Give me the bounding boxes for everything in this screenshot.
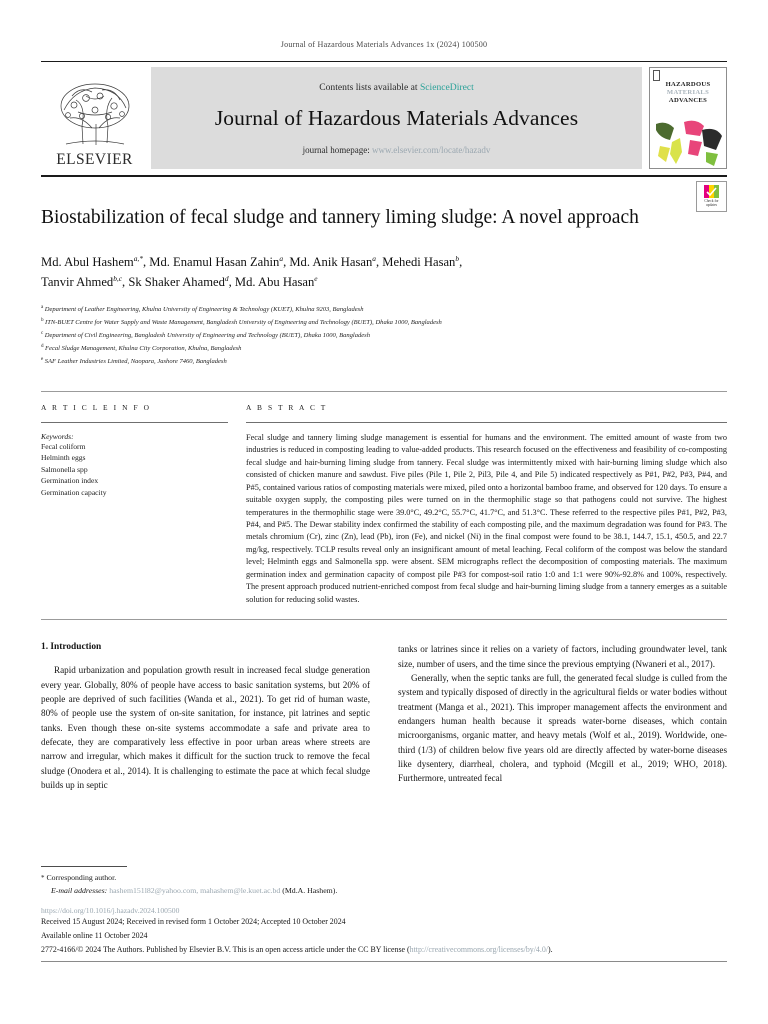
masthead-center	[151, 67, 642, 169]
homepage-label: journal homepage:	[302, 144, 373, 155]
homepage-url-link[interactable]: www.elsevier.com/locate/hazadv	[372, 144, 491, 155]
journal-title: Journal of Hazardous Materials Advances	[214, 105, 579, 130]
affiliation-text: ITN-BUET Centre for Water Supply and Waste Management, Bangladesh University of Engineering and Technology (BUET), Dhaka 1000, Bangladesh	[45, 319, 442, 327]
corresponding-author-note	[41, 872, 727, 885]
masthead-top-rule	[41, 61, 727, 62]
cover-line-1: HAZARDOUS	[665, 81, 711, 88]
affiliation-marker: d	[41, 342, 44, 349]
affiliation-list	[41, 303, 727, 368]
abstract-text: Fecal sludge and tannery liming sludge management is essential for humans and the environment. The emitted amount of waste from two industries is reduced in composting leading to value-added products. This research focused on the effectiveness and feasibility of co-composting fecal sludge and hair-burning liming sludge from tannery. Fecal sludge was intermittently mixed with hair-burning liming sludge which also consisted of chicken manure and sawdust. Five piles (Pile 1, Pile 2, Pil3, Pile 4, and Pile 5) indicated respectively as P#1, P#2, P#3, P#4, and P#5, contained various ratios of composting materials were mixed, piled onto a horizontal bamboo frame, and observed for 120 days. To ensure a suitable oxygen supply, the composting piles were turned on in the thermophilic stage so that pathogens could not survive. The highest temperatures in the thermophilic stage were 39.0°C, 49.2°C, 55.7°C, 41.7°C, and 51.3°C. These referred to the respective piles P#1, P#2, P#3, P#4, and P#5. The Dewar stability index confirmed the stability of each composting pile, and the maximum degradation was found for P#3. The metals chromium (Cr), zinc (Zn), lead (Pb), iron (Fe), and nickel (Ni) in the final compost were found to be 38.1, 144.7, 15.1, 450.5, and 22.7 mg/kg, respectively. TCLP results reveal only an insignificant amount of metal leaching. Fecal coliform of the compost was below the standard level; Helminth eggs and Salmonella spp. were absent. SEM micrographs reflect the decomposition of composting materials. The maximum germination index and germination capacity of compost pile P#3 for compost-soil ratio 1:0 and 1:1 were 90%-92.8% and 100%, respectively. The present approach produced nutrient-enriched compost from fecal sludge and hair-burning liming sludge from a tannery emerges as a suitable solution for reducing solid wastes.	[246, 432, 727, 604]
affiliation-marker: a	[41, 304, 44, 311]
affiliation-item	[41, 303, 727, 316]
keyword-item: Salmonella spp	[41, 464, 88, 474]
body-column-right	[398, 642, 727, 792]
email-owner: (Md.A. Hashem).	[282, 885, 338, 895]
author-name: Md. Abu Hasan	[234, 275, 315, 290]
available-online: Available online 11 October 2024	[41, 931, 148, 941]
abstract-column	[246, 403, 727, 607]
contents-prefix: Contents lists available at	[319, 81, 420, 93]
keyword-item: Helminth eggs	[41, 453, 86, 463]
author-affiliation-marker: a,*	[133, 253, 143, 263]
body-columns	[41, 642, 727, 792]
received-history: Received 15 August 2024; Received in revised form 1 October 2024; Accepted 10 October 2024	[41, 917, 346, 927]
world-map-graphic	[650, 116, 727, 168]
masthead-bottom-rule	[41, 175, 727, 177]
author-affiliation-marker: e	[314, 274, 318, 283]
keyword-item: Germination index	[41, 476, 99, 486]
corresponding-author-label: Corresponding author.	[46, 873, 117, 883]
crossmark-badge[interactable]	[696, 181, 727, 212]
affiliation-marker: e	[41, 355, 44, 362]
license-link[interactable]: http://creativecommons.org/licenses/by/4.0/	[409, 945, 548, 955]
sciencedirect-link[interactable]: ScienceDirect	[419, 81, 474, 93]
journal-masthead	[41, 67, 727, 169]
article-info-column	[41, 403, 246, 607]
copyright-suffix: ).	[547, 945, 553, 955]
keywords-label: Keywords:	[41, 431, 74, 441]
doi-link[interactable]: https://doi.org/10.1016/j.hazadv.2024.100500	[41, 906, 180, 916]
crossmark-label-line2: updates	[706, 203, 717, 208]
elsevier-logo	[41, 67, 148, 169]
elsevier-wordmark: ELSEVIER	[56, 150, 133, 168]
cover-corner-mark	[653, 70, 660, 81]
crossmark-icon	[704, 185, 719, 198]
footer-bottom-rule	[41, 961, 727, 962]
paragraph: tanks or latrines since it relies on a variety of factors, including groundwater level, tank size, number of users, and the time since the previous emptying (Nwaneri et al., 2017).	[398, 644, 727, 669]
author-affiliation-marker: b,c	[113, 274, 123, 283]
affiliation-item	[41, 355, 727, 368]
author-list: Md. Abul Hashem$^{a,*}$, Md. Enamul Hasan Zahin$^a$, Md. Anik Hasan$^a$, Mehedi Hasan$^b$, Tanvir Ahmed$^{b,c}$, Sk Shaker Ahamed$^d$, Md. Abu Hasan$^e$	[41, 253, 463, 290]
author-entry[interactable]	[149, 255, 283, 269]
affiliation-marker: b	[41, 316, 44, 323]
article-info-heading: A R T I C L E I N F O	[41, 402, 152, 412]
author-name: Md. Enamul Hasan Zahin	[149, 255, 280, 270]
author-entry[interactable]	[41, 275, 122, 289]
keyword-item: Fecal coliform	[41, 441, 86, 451]
page-title: Biostabilization of fecal sludge and tannery liming sludge: A novel approach	[41, 207, 639, 228]
corresponding-author-marker: *	[41, 874, 45, 883]
page-footer	[41, 866, 727, 962]
elsevier-tree-icon	[52, 80, 138, 152]
affiliation-item	[41, 316, 727, 329]
author-affiliation-marker: b	[455, 253, 460, 263]
author-affiliation-marker: a	[279, 253, 284, 263]
affiliation-item	[41, 329, 727, 342]
article-info-top-rule	[41, 391, 727, 392]
affiliation-text: Fecal Sludge Management, Khulna City Corporation, Khulna, Bangladesh	[45, 344, 242, 352]
author-affiliation-marker: a	[372, 253, 376, 263]
email-label: E-mail addresses:	[51, 885, 108, 895]
author-name: Mehedi Hasan	[382, 255, 456, 270]
crossmark-label-line1: Check for	[704, 199, 719, 203]
paragraph: Rapid urbanization and population growth result in increased fecal sludge generation every year. Globally, 80% of people have access to basic sanitation systems, but 20% of people are deprived of such facilities (Wanda et al., 2021). To get rid of human waste, 80% of people use the system of on-site sanitation, for instance, pit latrines and septic tanks. Even though these on-site systems accommodate a safe and private area to defecate, they are comparatively less effective in poor urban areas where streets are narrow and irregular, which makes it difficult for the suction truck to remove the fecal sludge (Onodera et al., 2014). It is challenging to estimate the pace at which fecal sludge builds up in septic	[41, 665, 370, 791]
author-entry[interactable]	[235, 275, 318, 289]
email-link[interactable]: hashem151l82@yahoo.com, mahashem@le.kuet.ac.bd	[109, 885, 281, 895]
journal-cover-thumbnail	[649, 67, 727, 169]
keyword-item: Germination capacity	[41, 487, 107, 497]
affiliation-text: SAF Leather Industries Limited, Naopara, Jashore 7460, Bangladesh	[44, 357, 227, 365]
affiliation-text: Department of Civil Engineering, Bangladesh University of Engineering and Technology (BUET), Dhaka 1000, Bangladesh	[44, 332, 371, 340]
footnote-rule	[41, 866, 127, 867]
author-entry[interactable]	[382, 255, 459, 269]
copyright-license-line	[41, 944, 727, 957]
author-entry[interactable]	[128, 275, 228, 289]
crossmark-label	[704, 199, 718, 208]
author-name: Md. Anik Hasan	[289, 255, 373, 270]
affiliation-text: Department of Leather Engineering, Khulna University of Engineering & Technology (KUET), Khulna 9203, Bangladesh	[44, 306, 364, 314]
author-name: Tanvir Ahmed	[41, 275, 114, 290]
abstract-hairline	[246, 422, 727, 423]
abstract-heading: A B S T R A C T	[246, 402, 328, 412]
journal-homepage-line	[303, 145, 491, 155]
email-addresses-line	[41, 885, 727, 898]
author-name: Md. Abul Hashem	[41, 255, 134, 270]
body-column-left	[41, 642, 370, 792]
article-info-hairline	[41, 422, 228, 423]
title-row	[41, 199, 727, 231]
contents-lists-line	[319, 82, 474, 93]
copyright-text: 2772-4166/© 2024 The Authors. Published by Elsevier B.V. This is an open access article under the CC BY license (	[41, 945, 410, 955]
cover-title-text	[650, 68, 726, 106]
affiliation-marker: c	[41, 329, 44, 336]
cover-line-2: MATERIALS	[666, 89, 710, 97]
affiliation-item	[41, 342, 727, 355]
author-affiliation-marker: d	[224, 274, 229, 283]
running-head: Journal of Hazardous Materials Advances 1x (2024) 100500	[280, 40, 488, 49]
cover-line-3: ADVANCES	[668, 97, 708, 105]
author-name: Sk Shaker Ahamed	[128, 275, 225, 290]
article-info-abstract-row	[41, 403, 727, 607]
paragraph: Generally, when the septic tanks are full, the generated fecal sludge is culled from the system and typically disposed of directly in the agricultural fields or water bodies without treatment (Manga et al., 2021). This improper management affects the environment and endangers human health because it spreads water-borne diseases, which contain microorganisms, organic matter, and heavy metals (Wolf et al., 2019). Worldwide, one-third (1/3) of children below five years old are directly affected by water-borne diseases like dysentery, diarrheal, cholera, and typhoid (Mcgill et al., 2019; WHO, 2018). Furthermore, untreated fecal	[398, 673, 727, 784]
abstract-bottom-rule	[41, 619, 727, 620]
author-entry[interactable]	[41, 255, 143, 269]
author-entry[interactable]	[289, 255, 376, 269]
section-heading-introduction: 1. Introduction	[41, 642, 102, 653]
